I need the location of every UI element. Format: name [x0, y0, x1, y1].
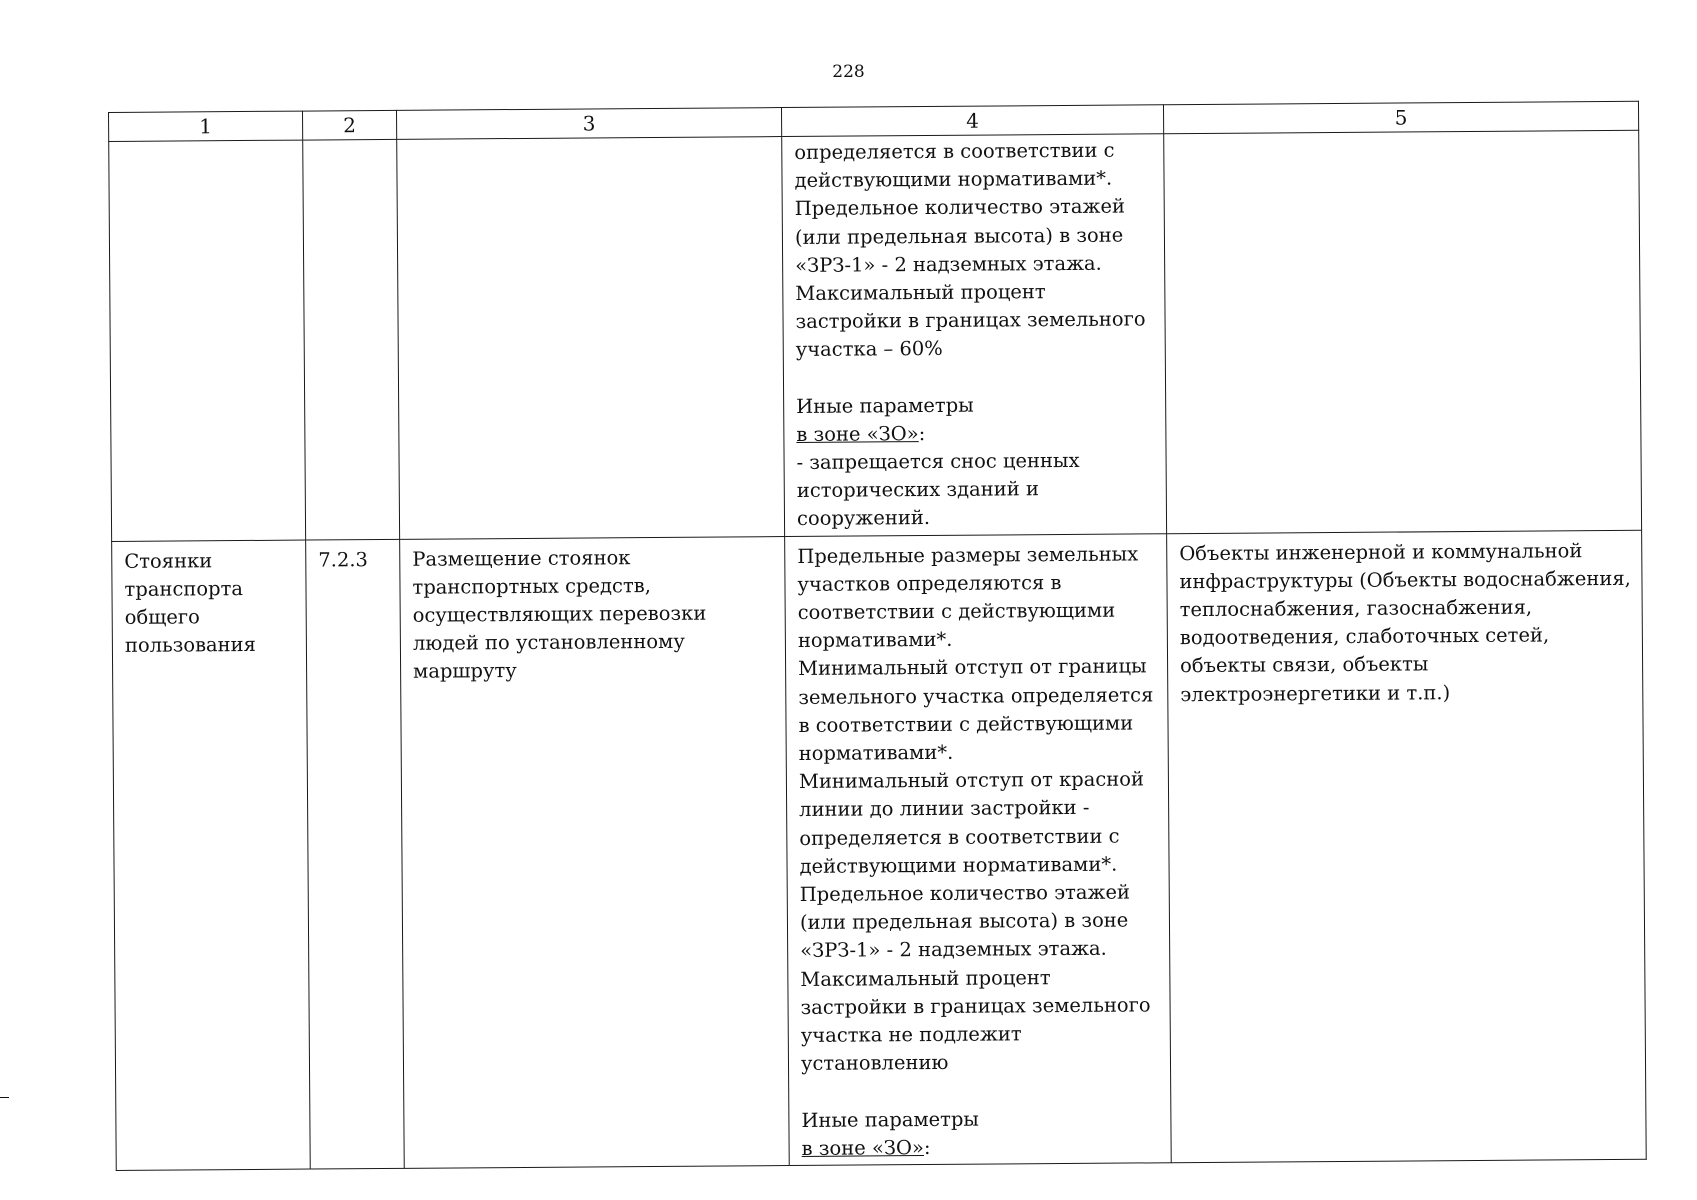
- zone-colon: :: [923, 1135, 931, 1159]
- use-code: 7.2.3: [318, 547, 368, 572]
- use-code-cell: [306, 539, 405, 1169]
- auxiliary-objects-cell: [1167, 530, 1647, 1163]
- margin-mark: [0, 1097, 9, 1098]
- regulations-table: [108, 101, 1647, 1171]
- zone-label-line: [796, 418, 1155, 449]
- zone-rule-line: - запрещается снос ценных исторических зданий и сооружений.: [796, 448, 1080, 531]
- header-cell-2: 2: [302, 110, 396, 140]
- paragraph-spacer: [796, 362, 1155, 393]
- continued-cell-2: [303, 139, 400, 539]
- page-number: 228: [832, 62, 865, 82]
- continued-parameter-line: определяется в соответствии с действующими нормативами*.: [794, 138, 1115, 193]
- parameter-line: Минимальный отступ от красной линии до линии застройки - определяется в соответствии с действующими нормативами*.: [798, 767, 1145, 878]
- document-sheet: [108, 101, 1646, 1171]
- table-row-continued: [109, 130, 1642, 541]
- continued-cell-3: [397, 137, 785, 539]
- table-row-parking: [112, 530, 1647, 1170]
- zone-label-line: [802, 1132, 1161, 1163]
- continued-cell-5: [1164, 130, 1642, 533]
- zone-label: в зоне «ЗО»: [796, 421, 919, 446]
- parameters-cell: [785, 533, 1172, 1165]
- parameter-line: Минимальный отступ от границы земельного участка определяется в соответствии с действующими нормативами*.: [798, 654, 1154, 766]
- zone-colon: :: [918, 421, 926, 445]
- zone-label: в зоне «ЗО»: [801, 1135, 924, 1160]
- continued-parameter-line: Максимальный процент застройки в границах земельного участка – 60%: [795, 280, 1146, 362]
- header-cell-4: 4: [781, 105, 1163, 137]
- parameter-line: Предельное количество этажей (или предельная высота) в зоне «ЗРЗ-1» - 2 надземных этажа.: [799, 880, 1131, 963]
- header-cell-3: 3: [396, 108, 781, 140]
- use-description: Размещение стоянок транспортных средств, осуществляющих перевозки людей по установленному маршруту: [412, 545, 707, 684]
- use-description-cell: [400, 536, 790, 1168]
- other-params-label: Иные параметры: [796, 393, 974, 418]
- header-cell-5: 5: [1163, 101, 1638, 133]
- continued-cell-1: [109, 140, 306, 541]
- use-type-name: Стоянки транспорта общего пользования: [124, 548, 257, 658]
- continued-parameter-line: Предельное количество этажей (или предельная высота) в зоне «ЗРЗ-1» - 2 надземных этажа.: [794, 194, 1126, 277]
- parameter-line: Предельные размеры земельных участков определяются в соответствии с действующими нормативами*.: [797, 542, 1139, 653]
- auxiliary-objects: Объекты инженерной и коммунальной инфраструктуры (Объекты водоснабжения, теплоснабжения, газоснабжения, водоотведения, слаботочных сетей, объекты связи, объекты электроэнергетики и т.п.): [1179, 538, 1631, 706]
- continued-cell-4: [782, 134, 1167, 536]
- other-params-label: Иные параметры: [801, 1107, 979, 1132]
- paragraph-spacer: [801, 1076, 1160, 1107]
- header-cell-1: 1: [109, 111, 303, 141]
- use-type-cell: [112, 540, 311, 1171]
- parameter-line: Максимальный процент застройки в границах земельного участка не подлежит установлению: [800, 965, 1151, 1076]
